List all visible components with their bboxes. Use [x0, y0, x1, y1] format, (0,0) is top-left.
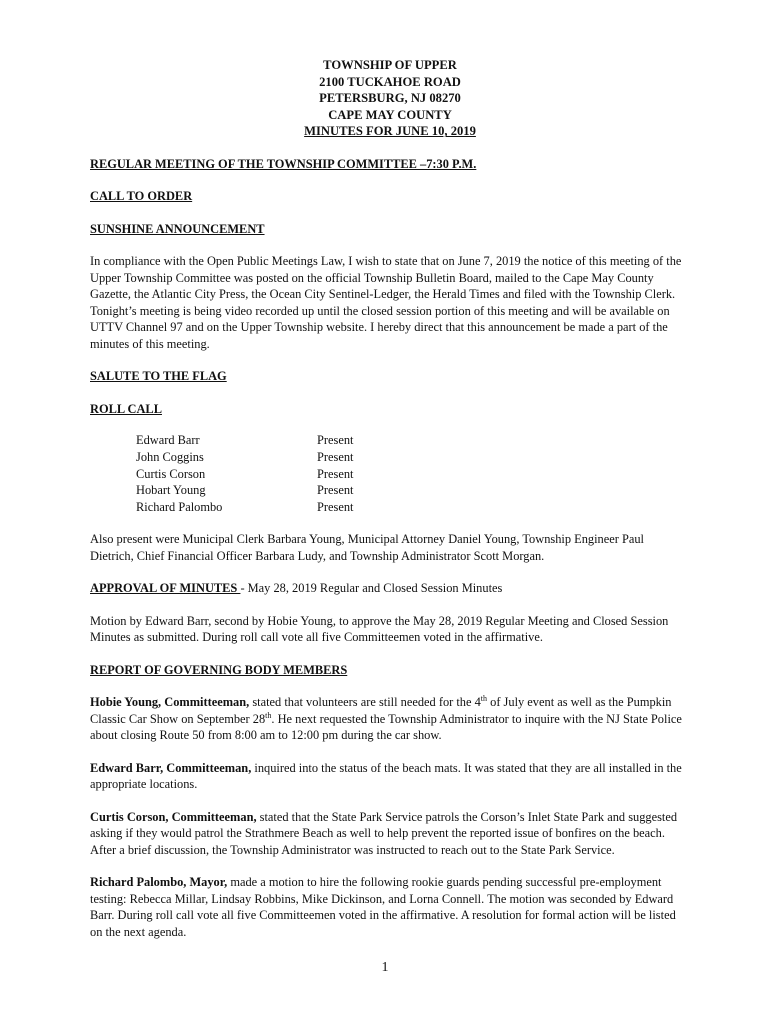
page-number: 1: [381, 960, 389, 975]
report-edward-barr: [90, 760, 690, 793]
report-hobie-sup-2: th: [265, 710, 272, 720]
report-corson-name: Curtis Corson, Committeeman,: [90, 809, 257, 824]
header-county: CAPE MAY COUNTY: [328, 107, 452, 122]
roll-status: Present: [317, 450, 354, 465]
document-header: [90, 57, 690, 140]
report-heading: REPORT OF GOVERNING BODY MEMBERS: [90, 662, 348, 677]
roll-status: Present: [317, 499, 354, 514]
roll-row: [136, 499, 690, 516]
sunshine-heading: SUNSHINE ANNOUNCEMENT: [90, 221, 265, 236]
roll-name: Curtis Corson: [136, 466, 206, 481]
roll-row: [136, 432, 690, 449]
roll-name: John Coggins: [136, 450, 204, 465]
roll-row: [136, 482, 690, 499]
report-corson-text: stated that the State Park Service patrols the Corson’s Inlet State Park and suggested asking if they would patrol the Strathmere Beach as well to help prevent the reported issue of bonfires on the beach. After a brief discussion, the Township Administrator was instructed to reach out to the State Park Service.: [90, 809, 678, 857]
motion-text: Motion by Edward Barr, second by Hobie Young, to approve the May 28, 2019 Regular Meeting and Closed Session Minutes as submitted. During roll call vote all five Committeemen voted in the affirmative.: [90, 613, 669, 645]
sunshine-text: In compliance with the Open Public Meetings Law, I wish to state that on June 7, 2019 the notice of this meeting of the Upper Township Committee was posted on the official Township Bulletin Board, mailed to the Cape May County Gazette, the Atlantic City Press, the Ocean City Sentinel-Ledger, the Herald Times and filed with the Township Clerk. Tonight’s meeting is being video recorded up until the closed session portion of this meeting and will be available on UTTV Channel 97 and on the Upper Township website. I hereby direct that this announcement be made a part of the minutes of this meeting.: [90, 254, 682, 351]
roll-row: [136, 466, 690, 483]
salute-heading: SALUTE TO THE FLAG: [90, 369, 227, 384]
approval-of-minutes: [90, 580, 690, 597]
report-barr-name: Edward Barr, Committeeman,: [90, 760, 252, 775]
roll-call-list: [136, 432, 690, 515]
header-minutes-date: MINUTES FOR JUNE 10, 2019: [304, 124, 476, 139]
roll-status: Present: [317, 433, 354, 448]
header-township: TOWNSHIP OF UPPER: [323, 58, 457, 72]
call-to-order-heading: CALL TO ORDER: [90, 189, 193, 204]
report-hobie-text-1: stated that volunteers are still needed for the 4: [249, 695, 481, 710]
roll-call-heading: ROLL CALL: [90, 401, 162, 416]
roll-name: Edward Barr: [136, 433, 200, 448]
report-richard-palombo: [90, 874, 690, 940]
report-hobie-text-3: . He next requested the Township Administrator to inquire with the NJ State Police about closing Route 50 from 8:00 am to 12:00 pm during the car show.: [90, 711, 682, 743]
report-palombo-text: made a motion to hire the following rookie guards pending successful pre-employment testing: Rebecca Millar, Lindsay Robbins, Mike Dickinson, and Lorna Connell. The motion was seconded by Edward Barr. During roll call vote all five Committeemen voted in the affirmative. A resolution for formal action will be listed on the next agenda.: [90, 875, 676, 939]
report-hobie-name: Hobie Young, Committeeman,: [90, 695, 250, 710]
report-barr-text: inquired into the status of the beach mats. It was stated that they are all installed in the appropriate locations.: [90, 760, 682, 792]
minutes-page: [90, 57, 690, 940]
roll-status: Present: [317, 466, 354, 481]
report-curtis-corson: [90, 809, 690, 859]
approval-subject: - May 28, 2019 Regular and Closed Session Minutes: [240, 581, 503, 596]
header-city: PETERSBURG, NJ 08270: [319, 91, 461, 106]
roll-status: Present: [317, 483, 354, 498]
roll-name: Richard Palombo: [136, 499, 223, 514]
approval-heading: APPROVAL OF MINUTES: [90, 581, 241, 596]
also-present-text: Also present were Municipal Clerk Barbara Young, Municipal Attorney Daniel Young, Township Engineer Paul Dietrich, Chief Financial Officer Barbara Ludy, and Township Administrator Scott Morgan.: [90, 532, 644, 563]
header-address: 2100 TUCKAHOE ROAD: [319, 74, 461, 89]
report-hobie-young: [90, 694, 690, 744]
regular-meeting-heading: REGULAR MEETING OF THE TOWNSHIP COMMITTEE –7:30 P.M.: [90, 156, 477, 171]
report-palombo-name: Richard Palombo, Mayor,: [90, 875, 228, 890]
report-hobie-text-2: of July event as well as the Pumpkin Classic Car Show on September 28: [90, 695, 672, 726]
roll-name: Hobart Young: [136, 483, 206, 498]
roll-row: [136, 449, 690, 466]
report-hobie-sup-1: th: [480, 694, 488, 704]
